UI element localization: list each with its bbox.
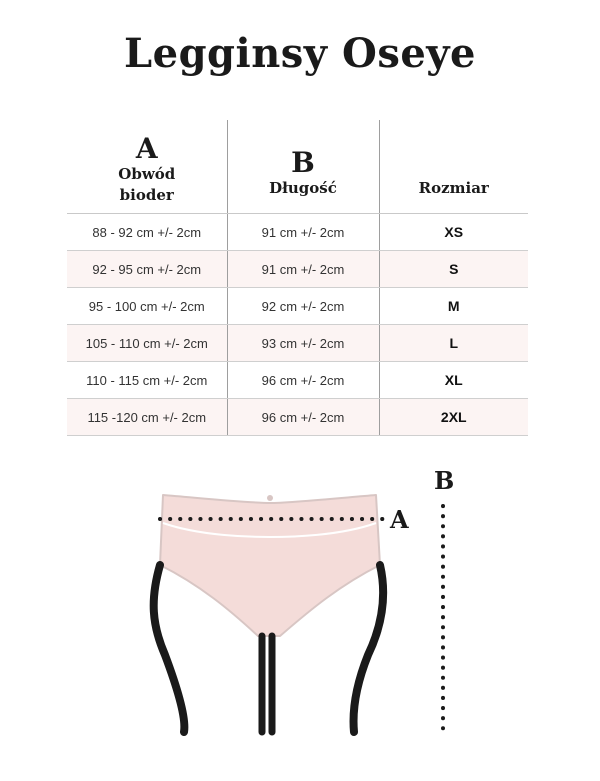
hip-cell: 92 - 95 cm +/- 2cm: [67, 251, 227, 288]
length-cell: 96 cm +/- 2cm: [227, 362, 379, 399]
size-cell: XS: [379, 214, 528, 251]
size-cell: M: [379, 288, 528, 325]
size-cell: L: [379, 325, 528, 362]
length-cell: 91 cm +/- 2cm: [227, 214, 379, 251]
hip-cell: 110 - 115 cm +/- 2cm: [67, 362, 227, 399]
header-size: [379, 120, 528, 214]
length-cell: 91 cm +/- 2cm: [227, 251, 379, 288]
hip-cell: 115 -120 cm +/- 2cm: [67, 399, 227, 436]
page-title: Legginsy Oseye: [124, 30, 476, 77]
garment-shape: [160, 495, 380, 636]
right-leg-outline: [354, 565, 384, 732]
hip-cell: 88 - 92 cm +/- 2cm: [67, 214, 227, 251]
length-cell: 92 cm +/- 2cm: [227, 288, 379, 325]
label-a: A: [390, 505, 409, 534]
header-length-label: Długość: [269, 179, 337, 197]
header-size-label: Rozmiar: [418, 179, 489, 197]
table-row: [67, 288, 528, 325]
length-cell: 96 cm +/- 2cm: [227, 399, 379, 436]
table-header-row: [67, 120, 528, 214]
table-row: [67, 399, 528, 436]
hip-cell: 95 - 100 cm +/- 2cm: [67, 288, 227, 325]
size-chart-table: [67, 120, 528, 436]
hip-cell: 105 - 110 cm +/- 2cm: [67, 325, 227, 362]
header-letter-b: B: [291, 146, 315, 179]
table-row: [67, 362, 528, 399]
header-length: [227, 120, 379, 214]
label-b: B: [434, 466, 455, 495]
table-row: [67, 214, 528, 251]
size-cell: 2XL: [379, 399, 528, 436]
table-row: [67, 325, 528, 362]
header-hip-circumference: [67, 120, 227, 214]
header-letter-a: A: [135, 132, 158, 165]
table-row: [67, 251, 528, 288]
size-cell: S: [379, 251, 528, 288]
measurement-diagram: [0, 440, 600, 781]
belly-button-icon: [267, 495, 273, 501]
size-cell: XL: [379, 362, 528, 399]
left-leg-outline: [154, 565, 185, 732]
length-cell: 93 cm +/- 2cm: [227, 325, 379, 362]
header-hip-label: Obwód bioder: [118, 165, 176, 204]
